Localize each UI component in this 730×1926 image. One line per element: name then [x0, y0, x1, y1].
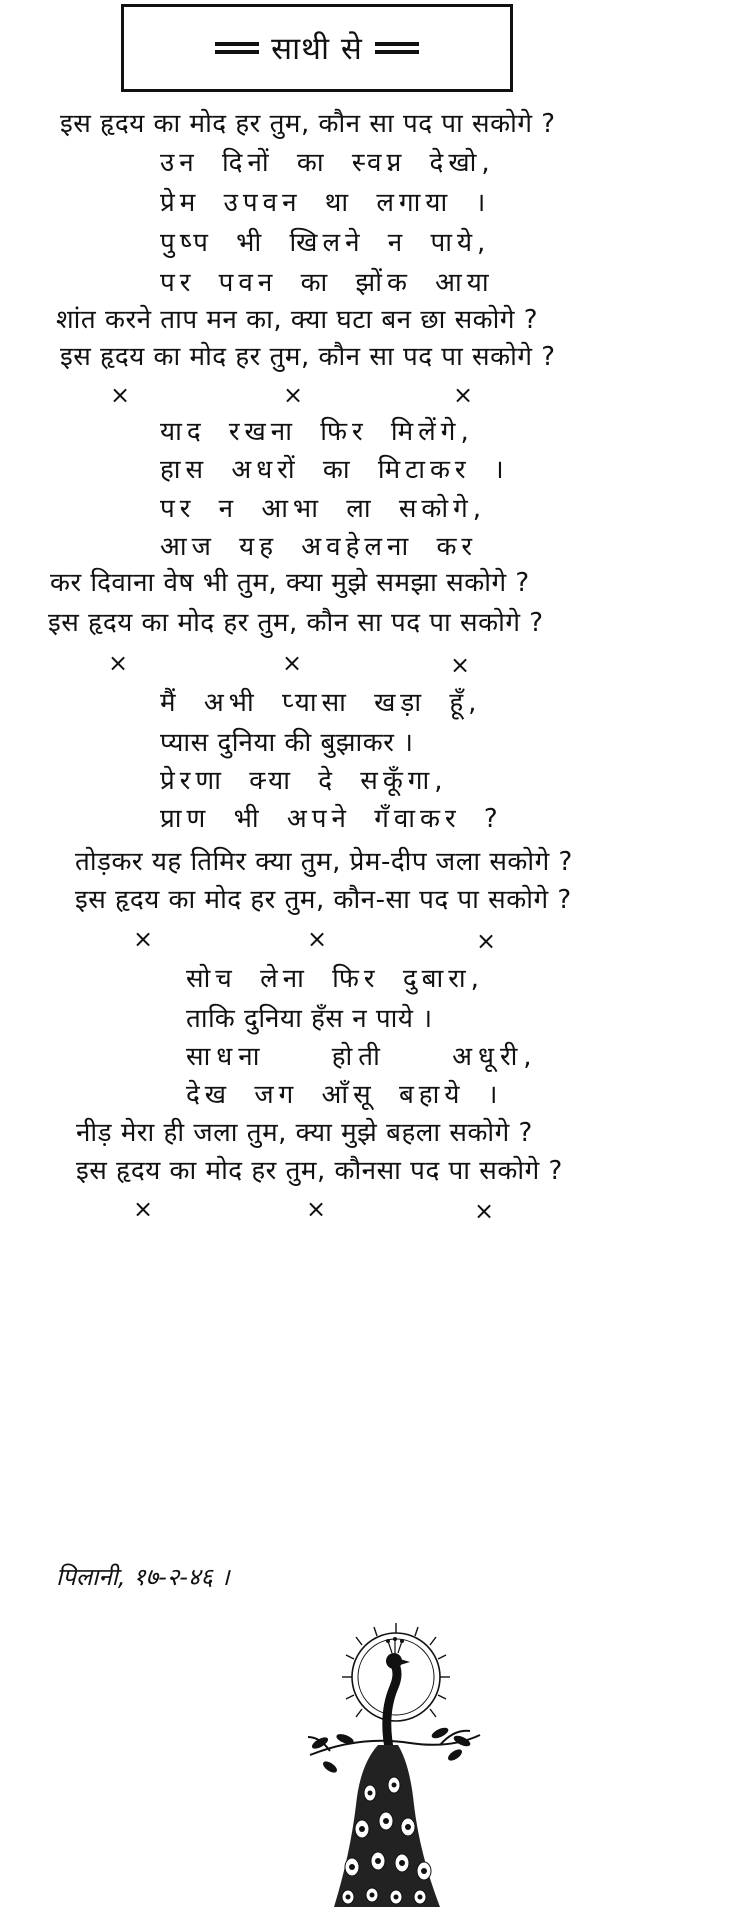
poem-line: साधना होती अधूरी,	[186, 1042, 538, 1072]
poem-line: हास अधरों का मिटाकर ।	[160, 455, 509, 485]
poem-line: ताकि दुनिया हँस न पाये ।	[186, 1004, 433, 1034]
separator-cross: ×	[306, 1195, 327, 1223]
refrain-line: इस हृदय का मोद हर तुम, कौन-सा पद पा सकोगे ?	[75, 885, 572, 915]
poem-line: पुष्प भी खिलने न पाये,	[160, 228, 491, 258]
refrain-line: इस हृदय का मोद हर तुम, कौन सा पद पा सकोगे ?	[60, 109, 556, 139]
poem-title: साथी से	[271, 31, 363, 67]
title-right-rule	[375, 42, 419, 54]
title-left-rule	[215, 42, 259, 54]
title-box	[121, 4, 513, 92]
refrain-line: इस हृदय का मोद हर तुम, कौन सा पद पा सकोगे ?	[48, 608, 544, 638]
separator-cross: ×	[453, 381, 474, 409]
separator-cross: ×	[133, 1195, 154, 1223]
poem-line: कर दिवाना वेष भी तुम, क्या मुझे समझा सकोगे ?	[50, 568, 530, 598]
poem-line: पर न आभा ला सकोगे,	[160, 494, 487, 524]
poem-line: पर पवन का झोंक आया	[160, 268, 494, 298]
separator-cross: ×	[110, 381, 131, 409]
poem-line: प्रेरणा क्या दे सकूँगा,	[160, 766, 448, 796]
poem-line: प्रेम उपवन था लगाया ।	[160, 188, 491, 218]
poem-line: प्राण भी अपने गँवाकर ?	[160, 804, 503, 834]
separator-cross: ×	[307, 925, 328, 953]
poem-line: मैं अभी प्यासा खड़ा हूँ,	[160, 688, 482, 718]
poem-line: उन दिनों का स्वप्न देखो,	[160, 148, 495, 178]
poem-line: देख जग आँसू बहाये ।	[186, 1080, 503, 1110]
peacock-illustration	[290, 1615, 490, 1915]
poem-line: नीड़ मेरा ही जला तुम, क्या मुझे बहला सकोगे ?	[76, 1118, 533, 1148]
poem-line: प्यास दुनिया की बुझाकर ।	[160, 728, 414, 758]
separator-cross: ×	[474, 1197, 495, 1225]
separator-cross: ×	[108, 649, 129, 677]
poem-line: शांत करने ताप मन का, क्या घटा बन छा सकोगे ?	[56, 305, 539, 335]
poem-line: याद रखना फिर मिलेंगे,	[160, 417, 474, 447]
poem-line: सोच लेना फिर दुबारा,	[186, 964, 484, 994]
place-date-signature: पिलानी, १७-२-४६ ।	[56, 1563, 230, 1591]
separator-cross: ×	[133, 925, 154, 953]
separator-cross: ×	[283, 381, 304, 409]
refrain-line: इस हृदय का मोद हर तुम, कौनसा पद पा सकोगे ?	[76, 1156, 563, 1186]
separator-cross: ×	[282, 649, 303, 677]
separator-cross: ×	[476, 927, 497, 955]
refrain-line: इस हृदय का मोद हर तुम, कौन सा पद पा सकोगे ?	[60, 342, 556, 372]
poem-line: तोड़कर यह तिमिर क्या तुम, प्रेम-दीप जला सकोगे ?	[75, 847, 573, 877]
separator-cross: ×	[450, 651, 471, 679]
poem-line: आज यह अवहेलना कर	[160, 532, 478, 562]
